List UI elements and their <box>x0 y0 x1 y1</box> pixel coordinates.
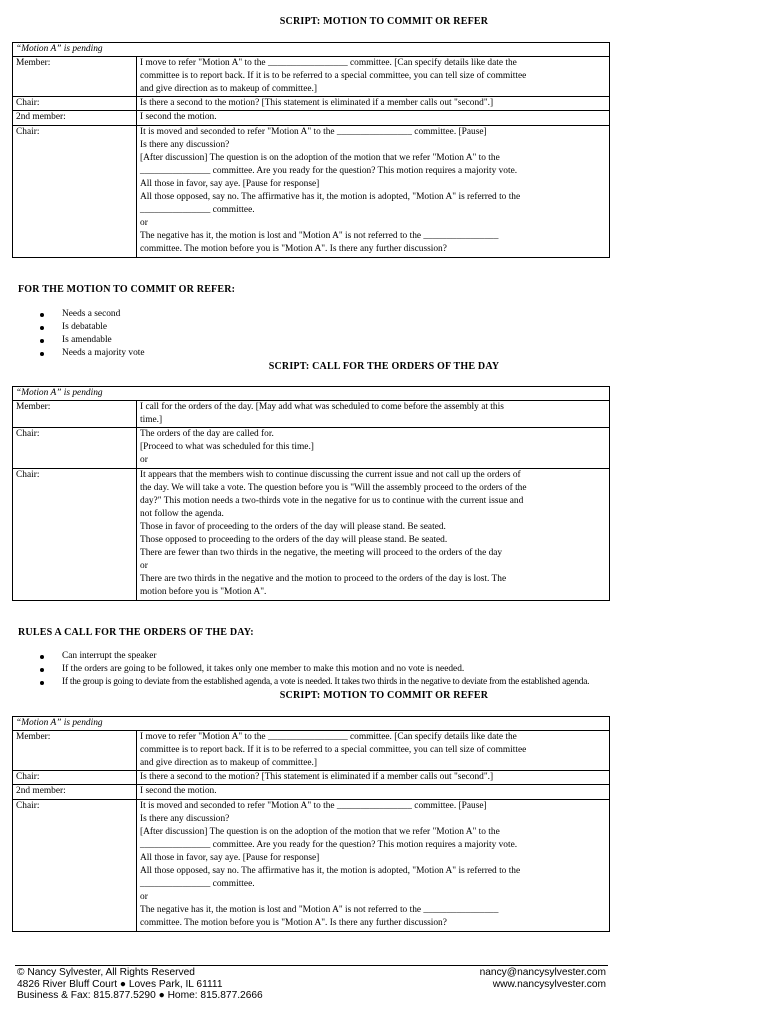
script-line: or <box>140 561 148 572</box>
script-row <box>13 125 610 257</box>
script-text <box>137 428 610 468</box>
rules-list-orders-of-day <box>40 650 589 689</box>
script-row <box>13 799 610 931</box>
script-line: There are fewer than two thirds in the negative, the meeting will proceed to the orders of the day <box>140 548 503 559</box>
script-line: All those opposed, say no. The affirmative has it, the motion is adopted, "Motion A" is referred to the <box>140 192 521 203</box>
script-line: All those opposed, say no. The affirmative has it, the motion is adopted, "Motion A" is referred to the <box>140 866 521 877</box>
script-line: Is there a second to the motion? [This statement is eliminated if a member calls out "second".] <box>140 772 494 783</box>
script-text <box>137 785 610 799</box>
role-label: Chair: <box>13 428 137 468</box>
script-line: not follow the agenda. <box>140 508 224 519</box>
role-label: Member: <box>13 401 137 428</box>
script-row <box>13 401 610 428</box>
script-line: _______________ committee. Are you ready for the question? This motion requires a majority vote. <box>140 165 518 176</box>
pending-motion: “Motion A” <box>16 388 62 398</box>
rule-text: If the group is going to deviate from the established agenda, a vote is needed. It takes two thirds in the negative to deviate from the established agenda. <box>62 677 590 688</box>
rule-item <box>40 676 589 689</box>
script-line: It appears that the members wish to continue discussing the current issue and not call up the orders of <box>140 469 521 480</box>
pending-cell <box>13 43 610 57</box>
role-label: Chair: <box>13 771 137 785</box>
script-title-commit-refer-repeat: SCRIPT: MOTION TO COMMIT OR REFER <box>279 690 489 701</box>
bullet-icon <box>40 681 44 685</box>
script-row <box>13 731 610 771</box>
script-line: [After discussion] The question is on the adoption of the motion that we refer "Motion A" to the <box>140 152 500 163</box>
script-line: I call for the orders of the day. [May add what was scheduled to come before the assembly at this <box>140 402 504 413</box>
script-table-commit-refer <box>12 42 610 258</box>
bullet-icon <box>40 655 44 659</box>
script-text <box>137 57 610 97</box>
bullet-icon <box>40 352 44 356</box>
role-label: 2nd member: <box>13 111 137 125</box>
bullet-icon <box>40 313 44 317</box>
rule-text: Is debatable <box>62 322 108 333</box>
footer-address: 4826 River Bluff Court ● Loves Park, IL 61111 <box>17 978 223 990</box>
rule-text: Can interrupt the speaker <box>62 651 157 661</box>
script-line: It is moved and seconded to refer "Motion A" to the ________________ committee. [Pause] <box>140 126 487 137</box>
rules-heading-orders-of-day: RULES A CALL FOR THE ORDERS OF THE DAY: <box>18 627 254 638</box>
script-line: or <box>140 892 148 903</box>
script-line: I move to refer "Motion A" to the _________________ committee. [Can specify details like date the <box>140 732 517 743</box>
footer-divider <box>15 965 608 966</box>
rule-item <box>40 663 589 676</box>
rule-item <box>40 347 145 360</box>
script-line: There are two thirds in the negative and the motion to proceed to the orders of the day is lost. The <box>140 574 507 585</box>
pending-row <box>13 717 610 731</box>
role-label: Chair: <box>13 799 137 931</box>
script-row <box>13 785 610 799</box>
script-text <box>137 771 610 785</box>
rules-list-commit-refer <box>40 308 145 360</box>
script-line: All those in favor, say aye. [Pause for response] <box>140 852 320 863</box>
script-line: I move to refer "Motion A" to the _________________ committee. [Can specify details like date the <box>140 58 517 69</box>
rule-text: Is amendable <box>62 335 112 346</box>
footer-phones: Business & Fax: 815.877.5290 ● Home: 815.877.2666 <box>17 990 263 1002</box>
footer-copyright: © Nancy Sylvester, All Rights Reserved <box>17 967 195 978</box>
script-line: committee is to report back. If it is to be referred to a special committee, you can tell size of committee <box>140 745 527 756</box>
role-label: Chair: <box>13 468 137 600</box>
script-row <box>13 111 610 125</box>
bullet-icon <box>40 668 44 672</box>
role-label: Member: <box>13 57 137 97</box>
script-line: time.] <box>140 415 163 426</box>
rule-item <box>40 308 145 321</box>
rule-item <box>40 650 589 663</box>
script-title-commit-refer: SCRIPT: MOTION TO COMMIT OR REFER <box>279 16 489 27</box>
script-text <box>137 468 610 600</box>
role-label: Member: <box>13 731 137 771</box>
bullet-icon <box>40 339 44 343</box>
footer-web <box>480 967 606 990</box>
script-line: _______________ committee. <box>140 879 255 890</box>
rule-text: If the orders are going to be followed, it takes only one member to make this motion and no vote is needed. <box>62 664 465 675</box>
rule-text: Needs a majority vote <box>62 348 145 359</box>
script-line: Is there a second to the motion? [This statement is eliminated if a member calls out "second".] <box>140 98 494 109</box>
script-line: The orders of the day are called for. <box>140 429 274 440</box>
bullet-icon <box>40 326 44 330</box>
footer-email-link[interactable]: nancy@nancysylvester.com <box>479 967 606 978</box>
script-line: and give direction as to makeup of committee.] <box>140 84 318 95</box>
script-line: The negative has it, the motion is lost and "Motion A" is not referred to the ________________ <box>140 231 499 242</box>
script-line: All those in favor, say aye. [Pause for response] <box>140 178 320 189</box>
script-text <box>137 125 610 257</box>
pending-row <box>13 43 610 57</box>
script-line: [After discussion] The question is on the adoption of the motion that we refer "Motion A" to the <box>140 826 500 837</box>
footer-contact <box>17 967 263 1002</box>
rule-item <box>40 321 145 334</box>
role-label: Chair: <box>13 125 137 257</box>
script-line: _______________ committee. <box>140 205 255 216</box>
script-row <box>13 57 610 97</box>
script-row <box>13 428 610 468</box>
script-line: Those in favor of proceeding to the orders of the day will please stand. Be seated. <box>140 521 446 532</box>
script-text <box>137 401 610 428</box>
script-line: I second the motion. <box>140 112 217 123</box>
role-label: Chair: <box>13 97 137 111</box>
script-line: day?" This motion needs a two-thirds vote in the negative for us to continue with the current issue and <box>140 495 524 506</box>
script-line: I second the motion. <box>140 786 217 797</box>
script-line: _______________ committee. Are you ready for the question? This motion requires a majority vote. <box>140 839 518 850</box>
script-line: [Proceed to what was scheduled for this time.] <box>140 442 314 453</box>
script-line: committee. The motion before you is "Motion A". Is there any further discussion? <box>140 244 447 255</box>
script-line: It is moved and seconded to refer "Motion A" to the ________________ committee. [Pause] <box>140 800 487 811</box>
script-line: motion before you is "Motion A". <box>140 587 267 598</box>
script-title-orders-of-day: SCRIPT: CALL FOR THE ORDERS OF THE DAY <box>268 361 500 372</box>
script-row <box>13 97 610 111</box>
pending-cell <box>13 387 610 401</box>
footer-website-link[interactable]: www.nancysylvester.com <box>492 978 606 990</box>
script-line: committee is to report back. If it is to be referred to a special committee, you can tell size of committee <box>140 71 527 82</box>
script-line: and give direction as to makeup of committee.] <box>140 758 318 769</box>
rule-item <box>40 334 145 347</box>
rules-heading-commit-refer: FOR THE MOTION TO COMMIT OR REFER: <box>18 284 236 295</box>
script-table-orders-of-day <box>12 386 610 601</box>
script-text <box>137 799 610 931</box>
script-line: Is there any discussion? <box>140 813 230 824</box>
script-line: or <box>140 218 148 229</box>
role-label: 2nd member: <box>13 785 137 799</box>
pending-motion: “Motion A” <box>16 44 62 54</box>
script-line: or <box>140 455 148 466</box>
script-line: committee. The motion before you is "Motion A". Is there any further discussion? <box>140 918 447 929</box>
pending-text: is pending <box>61 388 103 398</box>
script-table-commit-refer-repeat <box>12 716 610 932</box>
script-row <box>13 771 610 785</box>
pending-cell <box>13 717 610 731</box>
pending-row <box>13 387 610 401</box>
script-text <box>137 731 610 771</box>
pending-motion: “Motion A” <box>16 718 62 728</box>
script-row <box>13 468 610 600</box>
pending-text: is pending <box>61 44 103 54</box>
pending-text: is pending <box>61 718 103 728</box>
script-line: Is there any discussion? <box>140 139 230 150</box>
script-line: the day. We will take a vote. The question before you is "Will the assembly proceed to the orders of the <box>140 482 527 493</box>
rule-text: Needs a second <box>62 309 121 319</box>
script-line: The negative has it, the motion is lost and "Motion A" is not referred to the ________________ <box>140 905 499 916</box>
script-text <box>137 111 610 125</box>
script-text <box>137 97 610 111</box>
script-line: Those opposed to proceeding to the orders of the day will please stand. Be seated. <box>140 535 448 546</box>
